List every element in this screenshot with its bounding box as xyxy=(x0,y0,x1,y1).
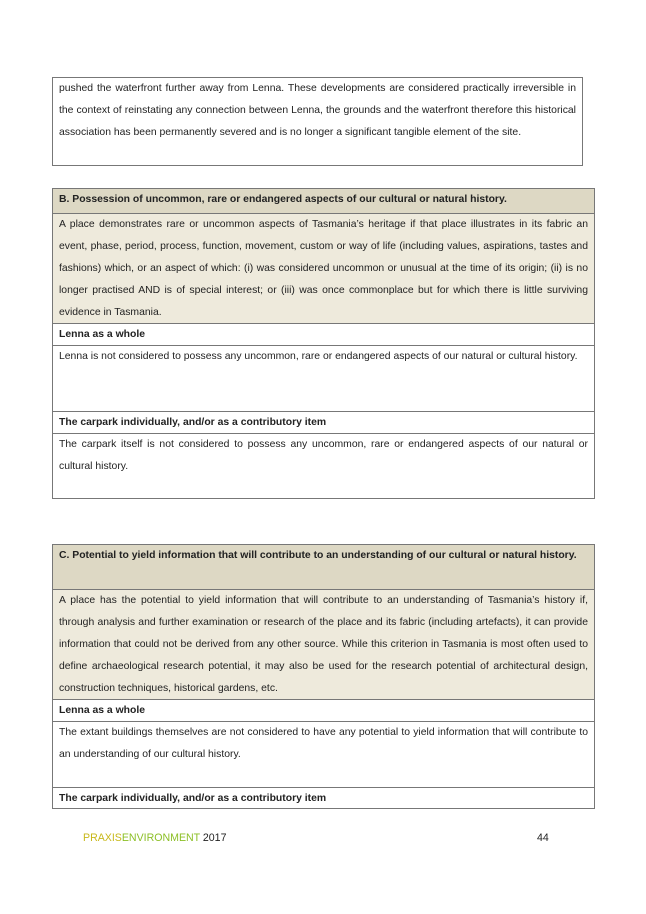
criterion-c-whole-text: The extant buildings themselves are not considered to have any potential to yield information that will contribute to an understanding of our cultural history. xyxy=(53,721,594,787)
criterion-b-description: A place demonstrates rare or uncommon aspects of Tasmania’s heritage if that place illustrates in its fabric an event, phase, period, process, function, movement, custom or way of life (including values, aspirations, tastes and fashions) which, or an aspect of which: (i) was considered uncommon or unusual at the time of its origin; (ii) is no longer practised AND is of special interest; or (iii) was once commonplace but for which there is little surviving evidence in Tasmania. xyxy=(53,213,594,323)
footer-brand xyxy=(83,829,226,847)
criterion-b-heading: B. Possession of uncommon, rare or endangered aspects of our cultural or natural history. xyxy=(53,189,594,213)
criterion-b-table xyxy=(52,188,595,499)
footer-year: 2017 xyxy=(199,832,227,844)
continuation-box xyxy=(52,77,583,166)
continuation-text: pushed the waterfront further away from Lenna. These developments are considered practically irreversible in the context of reinstating any connection between Lenna, the grounds and the waterfront therefore this historical association has been permanently severed and is no longer a significant tangible element of the site. xyxy=(59,83,576,138)
criterion-b-whole-label: Lenna as a whole xyxy=(53,323,594,345)
brand-environment: ENVIRONMENT xyxy=(121,832,200,844)
criterion-c-whole-label: Lenna as a whole xyxy=(53,699,594,721)
criterion-c-heading: C. Potential to yield information that will contribute to an understanding of our cultural or natural history. xyxy=(53,545,594,589)
criterion-b-carpark-label: The carpark individually, and/or as a contributory item xyxy=(53,411,594,433)
criterion-b-whole-text: Lenna is not considered to possess any uncommon, rare or endangered aspects of our natural or cultural history. xyxy=(53,345,594,411)
criterion-c-description: A place has the potential to yield information that will contribute to an understanding of Tasmania’s history if, through analysis and further examination or research of the place and its fabric (including artefacts), it can provide information that could not be derived from any other source. While this criterion in Tasmania is most often used to define archaeological research potential, it may also be used for the research potential of architectural design, construction techniques, historical gardens, etc. xyxy=(53,589,594,699)
criterion-c-carpark-label: The carpark individually, and/or as a contributory item xyxy=(53,787,594,808)
criterion-c-table xyxy=(52,544,595,809)
brand-praxis: PRAXIS xyxy=(83,832,122,844)
criterion-b-carpark-text: The carpark itself is not considered to possess any uncommon, rare or endangered aspects of our natural or cultural history. xyxy=(53,433,594,498)
page-number: 44 xyxy=(537,832,549,844)
